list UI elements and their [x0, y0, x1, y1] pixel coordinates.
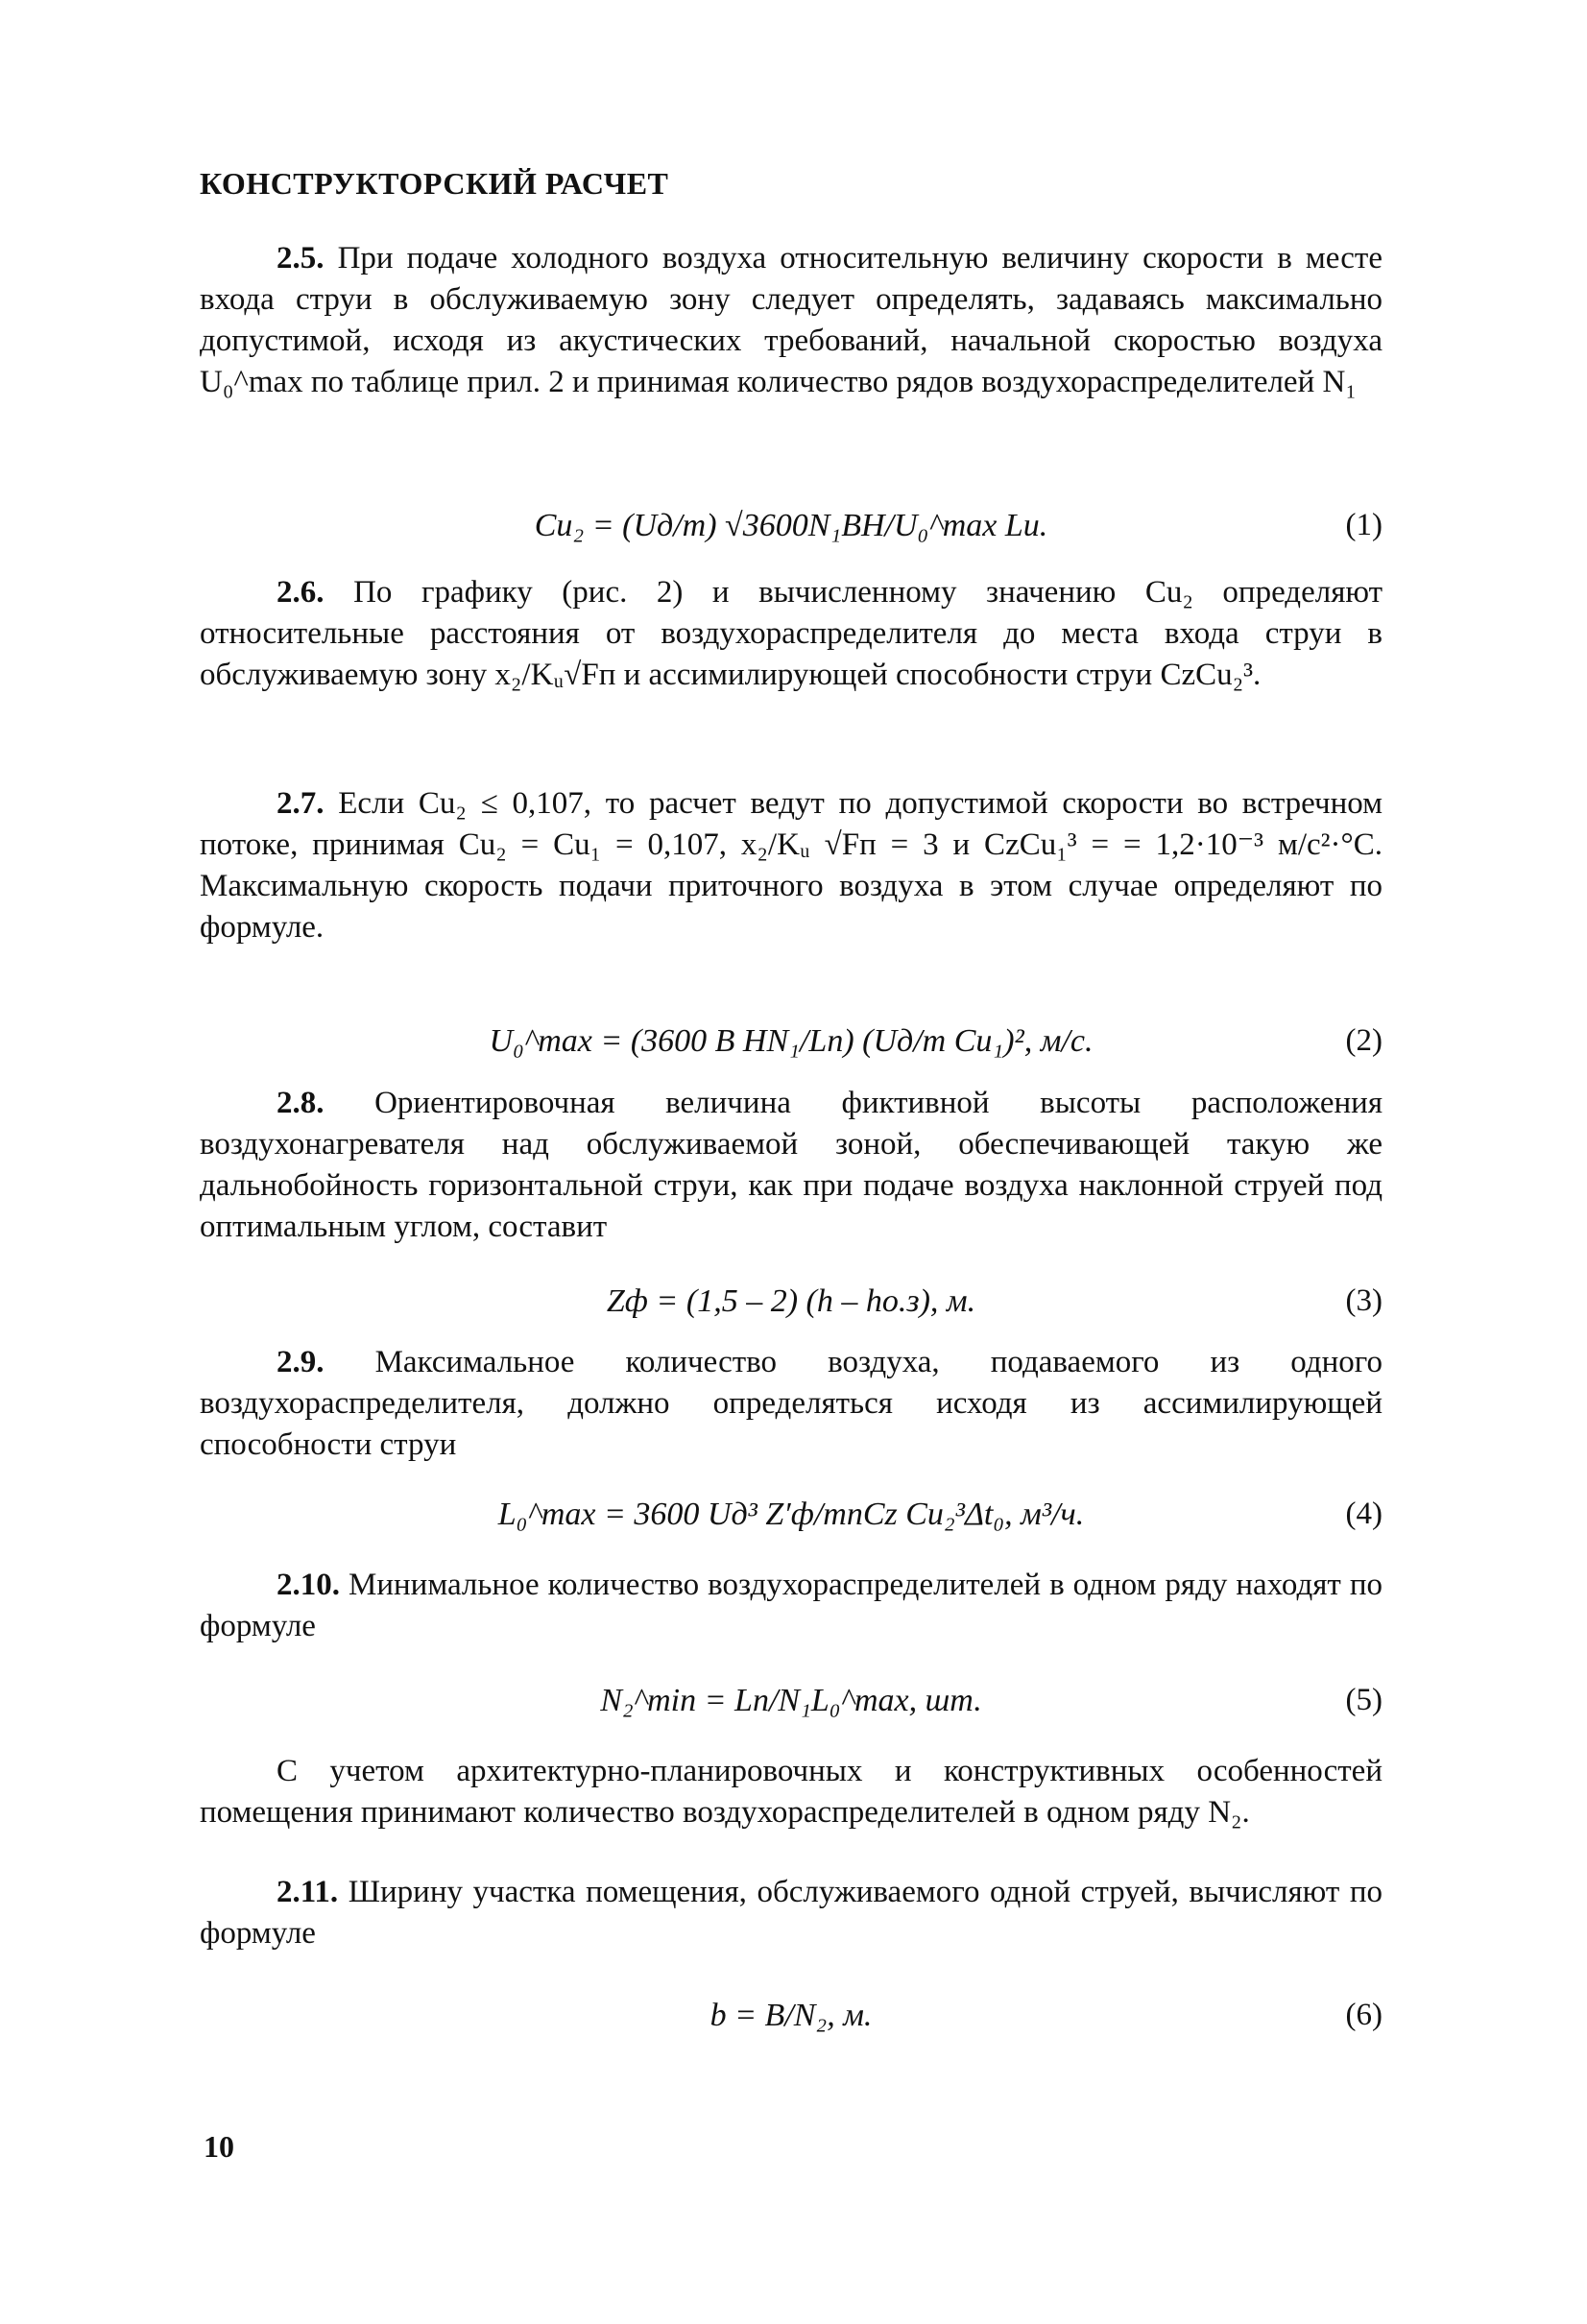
paragraph-number: 2.9.	[277, 1345, 325, 1379]
paragraph-2-10	[200, 1565, 1383, 1647]
paragraph-note	[200, 1751, 1383, 1833]
formula-number: (5)	[1345, 1683, 1383, 1717]
page-number: 10	[204, 2129, 234, 2164]
formula-expression: Zф = (1,5 – 2) (h – hо.з), м.	[606, 1283, 976, 1319]
paragraph-2-7	[200, 783, 1383, 948]
paragraph-2-8	[200, 1083, 1383, 1248]
paragraph-text: Ширину участка помещения, обслуживаемого одной струей, вычисляют по формуле	[200, 1875, 1383, 1951]
paragraph-text: При подаче холодного воздуха относительную величину скорости в месте входа струи в обслуживаемую зону следует определять, задаваясь максимально допустимой, исходя из акустических требований, начальной скоростью воздуха U₀^max по таблице прил. 2 и принимая количество рядов воздухораспределителей N₁	[200, 241, 1383, 399]
paragraph-text: Если Cu₂ ≤ 0,107, то расчет ведут по допустимой скорости во встречном потоке, принимая Cu₂ = Cu₁ = 0,107, x₂/Kᵤ √Fп = 3 и CzCu₁³ = = 1,2·10⁻³ м/с²·°С. Максимальную скорость подачи приточного воздуха в этом случае определяют по формуле.	[200, 786, 1383, 945]
paragraph-2-5	[200, 238, 1383, 403]
formula-1	[200, 497, 1383, 555]
formula-number: (1)	[1345, 508, 1383, 542]
paragraph-text: По графику (рис. 2) и вычисленному значению Cu₂ определяют относительные расстояния от воздухораспределителя до места входа струи в обслуживаемую зону x₂/Kᵤ√Fп и ассимилирующей способности струи CzCu₂³.	[200, 575, 1383, 692]
paragraph-number: 2.6.	[277, 575, 325, 610]
paragraph-text: Минимальное количество воздухораспределителей в одном ряду находят по формуле	[200, 1568, 1383, 1643]
paragraph-number: 2.7.	[277, 786, 325, 821]
formula-3	[200, 1273, 1383, 1330]
formula-number: (3)	[1345, 1283, 1383, 1318]
paragraph-number: 2.8.	[277, 1086, 325, 1120]
formula-6	[200, 1987, 1383, 2045]
paragraph-text: Ориентировочная величина фиктивной высоты расположения воздухонагревателя над обслуживаемой зоной, обеспечивающей такую же дальнобойность горизонтальной струи, как при подаче воздуха наклонной струей под оптимальным углом, составит	[200, 1086, 1383, 1244]
formula-2	[200, 1013, 1383, 1070]
formula-number: (6)	[1345, 1998, 1383, 2032]
formula-expression: N₂^min = Lп/N₁L₀^max, шт.	[600, 1683, 982, 1718]
formula-expression: U₀^max = (3600 B HN₁/Lп) (Uд/m Cu₁)², м/с.	[489, 1023, 1094, 1059]
formula-expression: Cu₂ = (Uд/m) √3600N₁BH/U₀^max Lu.	[534, 508, 1048, 543]
paragraph-number: 2.11.	[277, 1875, 339, 1909]
formula-number: (4)	[1345, 1497, 1383, 1531]
formula-expression: b = B/N₂, м.	[709, 1998, 873, 2033]
formula-number: (2)	[1345, 1023, 1383, 1058]
formula-4	[200, 1486, 1383, 1544]
paragraph-2-11	[200, 1872, 1383, 1954]
paragraph-text: С учетом архитектурно-планировочных и конструктивных особенностей помещения принимают количество воздухораспределителей в одном ряду N₂.	[200, 1754, 1383, 1830]
formula-expression: L₀^max = 3600 Uд³ Z′ф/mnCz Cu₂³Δt₀, м³/ч.	[497, 1497, 1085, 1532]
paragraph-number: 2.5.	[277, 241, 325, 276]
formula-5	[200, 1672, 1383, 1730]
section-heading: КОНСТРУКТОРСКИЙ РАСЧЕТ	[200, 166, 669, 201]
paragraph-text: Максимальное количество воздуха, подаваемого из одного воздухораспределителя, должно определяться исходя из ассимилирующей способности струи	[200, 1345, 1383, 1462]
paragraph-2-9	[200, 1342, 1383, 1466]
paragraph-number: 2.10.	[277, 1568, 340, 1602]
paragraph-2-6	[200, 572, 1383, 696]
